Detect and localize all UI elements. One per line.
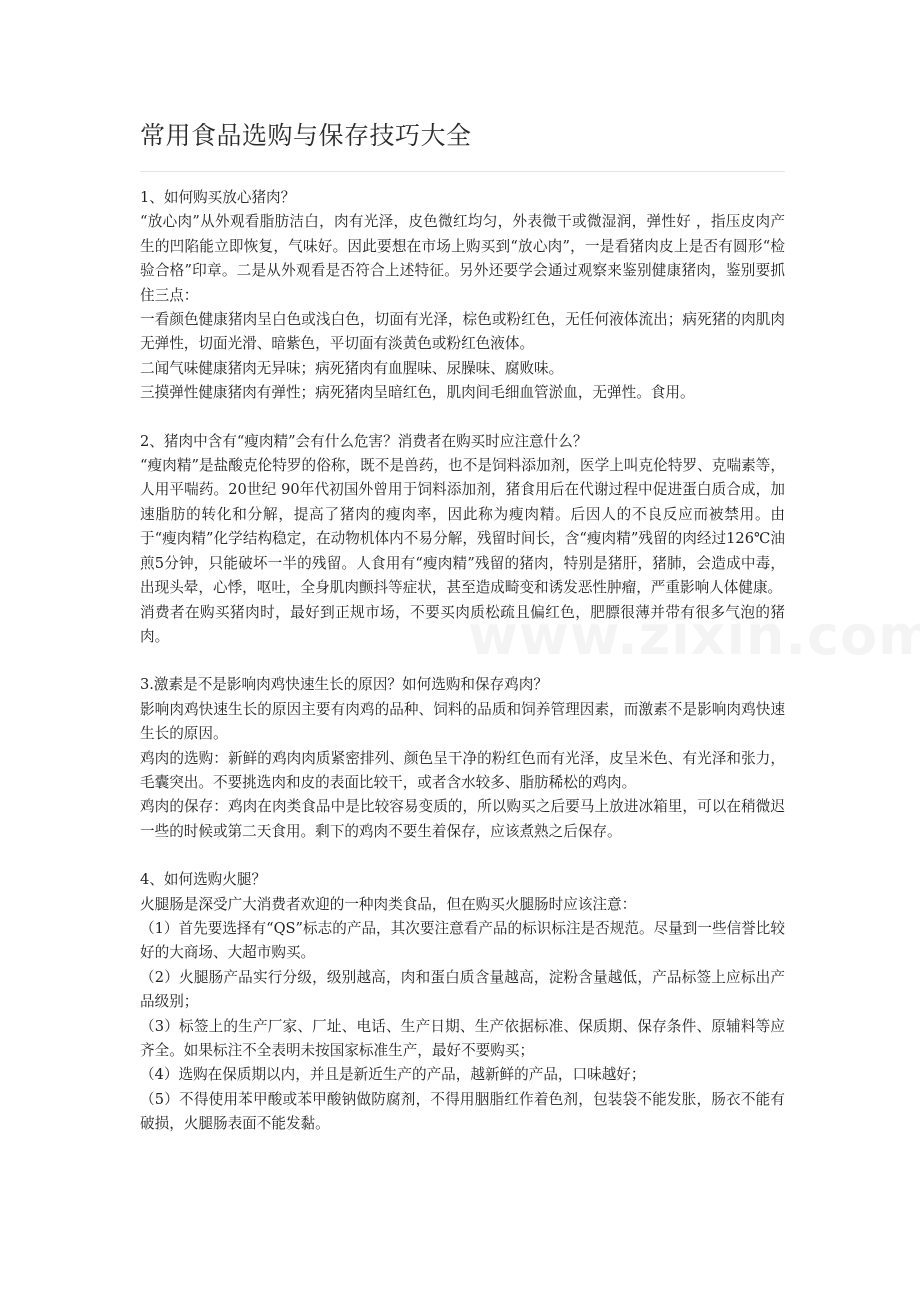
document-title: 常用食品选购与保存技巧大全	[140, 121, 472, 150]
section-pork	[140, 186, 785, 406]
paragraph: 鸡肉的选购：新鲜的鸡肉肉质紧密排列、颜色呈干净的粉红色而有光泽，皮呈米色、有光泽和张力，毛囊突出。不要挑选肉和皮的表面比较干，或者含水较多、脂肪稀松的鸡肉。	[140, 749, 785, 791]
section-heading: 4、如何选购火腿？	[140, 871, 267, 889]
document-body	[140, 186, 785, 1137]
paragraph: 二闻气味健康猪肉无异味；病死猪肉有血腥味、尿臊味、腐败味。	[140, 359, 564, 377]
paragraph: 鸡肉的保存：鸡肉在肉类食品中是比较容易变质的，所以购买之后要马上放进冰箱里，可以在稍微迟一些的时候或第二天食用。剩下的鸡肉不要生着保存，应该煮熟之后保存。	[140, 798, 785, 840]
paragraph: 影响肉鸡快速生长的原因主要有肉鸡的品种、饲料的品质和饲养管理因素，而激素不是影响肉鸡快速生长的原因。	[140, 700, 785, 743]
section-chicken	[140, 673, 785, 844]
paragraph: “瘦肉精”是盐酸克伦特罗的俗称，既不是兽药，也不是饲料添加剂，医学上叫克伦特罗、克喘素等，人用平喘药。20世纪 90年代初国外曾用于饲料添加剂，猪食用后在代谢过程中促进蛋白质合成，加速脂肪的转化和分解，提高了猪肉的瘦肉率，因此称为瘦肉精。后因人的不良反应而被禁用。由于“瘦肉精”化学结构稳定，在动物机体内不易分解，残留时间长，含“瘦肉精”残留的肉经过126℃油煎5分钟，只能破坏一半的残留。人食用有“瘦肉精”残留的猪肉，特别是猪肝，猪肺，会造成中毒，出现头晕，心悸，呕吐，全身肌肉颤抖等症状，甚至造成畸变和诱发恶性肿瘤，严重影响人体健康。	[140, 457, 785, 597]
section-spacer	[140, 406, 785, 430]
paragraph: 三摸弹性健康猪肉有弹性；病死猪肉呈暗红色，肌肉间毛细血管淤血，无弹性。食用。	[140, 384, 695, 402]
paragraph: （4）选购在保质期以内，并且是新近生产的产品，越新鲜的产品，口味越好；	[140, 1066, 646, 1084]
section-clenbuterol	[140, 430, 785, 650]
section-heading: 1、如何购买放心猪肉？	[140, 189, 296, 206]
paragraph: “放心肉”从外观看脂肪洁白，肉有光泽，皮色微红均匀，外表微干或微湿润，弹性好 ，指压皮肉产生的凹陷能立即恢复，气味好。因此要想在市场上购买到“放心肉”，一是看猪肉皮上是否有圆形“检验合格”印章。二是从外观看是否符合上述特征。另外还要学会通过观察来鉴别健康猪肉，鉴别要抓住三点：	[140, 213, 785, 304]
section-spacer	[140, 649, 785, 673]
section-spacer	[140, 844, 785, 868]
section-ham	[140, 868, 785, 1136]
paragraph: （3）标签上的生产厂家、厂址、电话、生产日期、生产依据标准、保质期、保存条件、原辅料等应齐全。如果标注不全表明未按国家标准生产，最好不要购买；	[140, 1017, 785, 1059]
paragraph: （2）火腿肠产品实行分级，级别越高，肉和蛋白质含量越高，淀粉含量越低，产品标签上应标出产品级别；	[140, 968, 785, 1011]
paragraph: 消费者在购买猪肉时，最好到正规市场，不要买肉质松疏且偏红色，肥膘很薄并带有很多气泡的猪肉。	[140, 603, 785, 645]
section-heading: 3.激素是不是影响肉鸡快速生长的原因？如何选购和保存鸡肉？	[140, 676, 548, 694]
paragraph: （1）首先要选择有“QS”标志的产品，其次要注意看产品的标识标注是否规范。尽量到一些信誉比较好的大商场、大超市购买。	[140, 919, 785, 962]
paragraph: 一看颜色健康猪肉呈白色或浅白色，切面有光泽，棕色或粉红色，无任何液体流出；病死猪的肉肌肉无弹性，切面光滑、暗紫色，平切面有淡黄色或粉红色液体。	[140, 311, 785, 353]
section-heading: 2、猪肉中含有“瘦肉精”会有什么危害？消费者在购买时应注意什么？	[140, 432, 588, 450]
title-divider	[140, 171, 785, 172]
paragraph: 火腿肠是深受广大消费者欢迎的一种肉类食品，但在购买火腿肠时应该注意：	[140, 895, 637, 913]
paragraph: （5）不得使用苯甲酸或苯甲酸钠做防腐剂，不得用胭脂红作着色剂，包装袋不能发胀，肠衣不能有破损，火腿肠表面不能发黏。	[140, 1090, 785, 1133]
